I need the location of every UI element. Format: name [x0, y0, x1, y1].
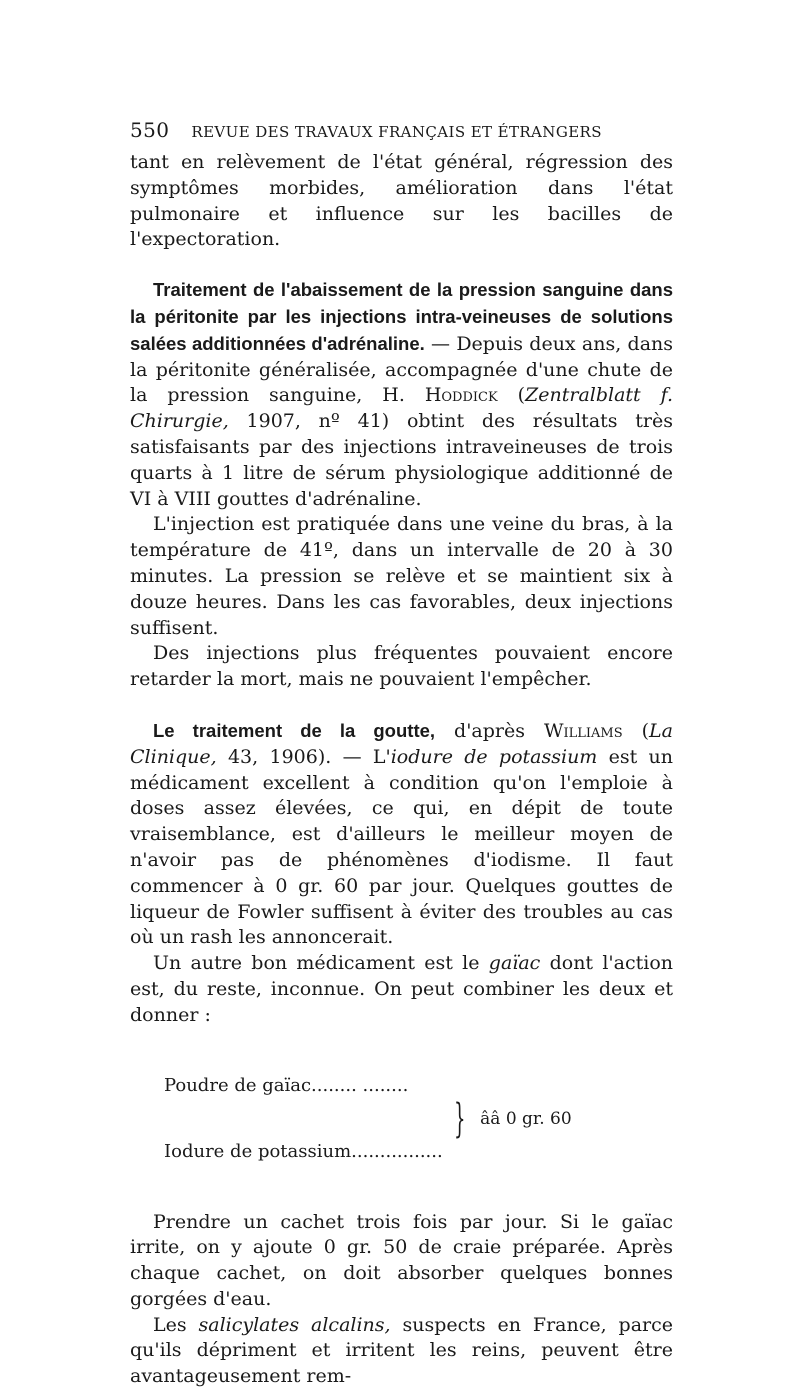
formula-dose: ââ 0 gr. 60 — [480, 1108, 572, 1129]
formula-line-2: Iodure de potassium................ — [164, 1140, 443, 1162]
drug-iodure: iodure de potassium — [390, 745, 598, 768]
running-title: REVUE DES TRAVAUX FRANÇAIS ET ÉTRANGERS — [191, 123, 602, 141]
text-run: dont l'action est, du reste, inconnue. On peut combiner les deux et donner : — [130, 952, 673, 1026]
injection-paragraph: L'injection est pratiquée dans une veine du bras, à la température de 41º, dans un intervalle de 20 à 30 minutes. La pression se relève et se maintient six à douze heures. Dans les cas favorables, deux injections suffisent. — [130, 513, 673, 639]
text-run: ( — [497, 384, 526, 407]
author-hoddick: Hoddick — [424, 384, 498, 407]
page-number: 550 — [130, 118, 170, 142]
text-run: est un médicament excellent à condition qu'on l'emploie à doses assez élevées, ce qui, en dépit de toute vraisemblance, est d'ailleurs le meilleur moyen de n'avoir pas de phénomènes d'iodisme. Il faut commencer à 0 gr. 60 par jour. Quelques gouttes de liqueur de Fowler suffisent à éviter des troubles au cas où un rash les annoncerait. — [130, 745, 674, 949]
gaiac-paragraph — [130, 951, 673, 1028]
journal-zentralblatt: Zentralblatt f. Chirurgie, — [130, 384, 674, 433]
continued-paragraph: tant en relèvement de l'état général, régression des symptômes morbides, amélioration dans l'état pulmonaire et influence sur les bacilles de l'expectoration. — [130, 151, 673, 251]
salicylates-paragraph — [130, 1313, 673, 1390]
section-goutte-paragraph — [130, 718, 673, 951]
page-body — [130, 150, 673, 1390]
journal-la-clinique: La Clinique, — [130, 719, 673, 768]
text-run: — Depuis deux ans, dans la péritonite généralisée, accompagnée d'une chute de la pression sanguine, H. — [130, 332, 674, 407]
text-run: d'après — [435, 719, 544, 742]
cachet-paragraph: Prendre un cachet trois fois par jour. Si le gaïac irrite, on y ajoute 0 gr. 50 de craie préparée. Après chaque cachet, on doit absorber quelques bonnes gorgées d'eau. — [130, 1210, 673, 1310]
section-title-peritonite: Traitement de l'abaissement de la pression sanguine dans la péritonite par les injections intra-veineuses de solutions salées additionnées d'adrénaline. — [130, 279, 673, 354]
drug-salicylates: salicylates alcalins, — [198, 1313, 391, 1336]
text-run: Un autre bon médicament est le — [153, 952, 489, 975]
formula-line-1: Poudre de gaïac........ ........ — [164, 1074, 409, 1096]
drug-gaiac: gaïac — [488, 952, 541, 975]
running-header — [130, 118, 690, 142]
author-williams: Williams — [543, 719, 623, 742]
text-run: 43, 1906). — L' — [216, 745, 391, 768]
section-title-goutte: Le traitement de la goutte, — [153, 719, 436, 741]
text-run: suspects en France, parce qu'ils dépriment et irritent les reins, peuvent être avantageusement rem- — [130, 1313, 674, 1388]
text-run: ( — [622, 719, 650, 742]
text-run: 1907, nº 41) obtint des résultats très satisfaisants par des injections intraveineuses de trois quarts à 1 litre de sérum physiologique additionné de VI à VIII gouttes d'adrénaline. — [130, 410, 673, 510]
formula-ingredients — [164, 1031, 443, 1207]
formula-brace: } — [453, 1095, 466, 1142]
text-run: Les — [153, 1313, 199, 1336]
frequency-paragraph: Des injections plus fréquentes pouvaient encore retarder la mort, mais ne pouvaient l'empêcher. — [130, 642, 673, 691]
section-peritonite-paragraph — [130, 277, 673, 512]
prescription-formula — [164, 1031, 673, 1207]
